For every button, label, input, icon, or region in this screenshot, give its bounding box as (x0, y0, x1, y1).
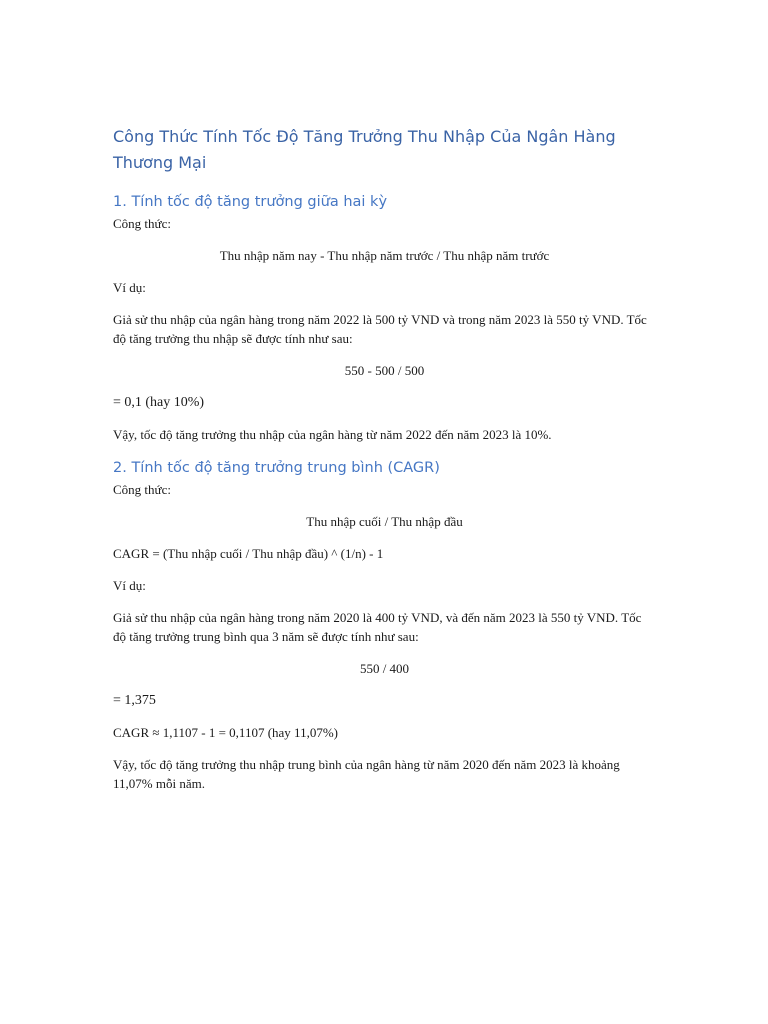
conclusion: Vậy, tốc độ tăng trưởng thu nhập trung bình của ngân hàng từ năm 2020 đến năm 2023 là khoảng 11,07% mỗi năm. (113, 757, 620, 791)
result: = 0,1 (hay 10%) (113, 395, 205, 410)
example-text: Giả sử thu nhập của ngân hàng trong năm 2022 là 500 tỷ VND và trong năm 2023 là 550 tỷ VND. Tốc độ tăng trưởng thu nhập sẽ được tính như sau: (113, 312, 647, 346)
formula: Thu nhập cuối / Thu nhập đầu (306, 514, 463, 529)
formula-label: Công thức: (113, 482, 171, 497)
section-1 (113, 192, 656, 444)
cagr-result: CAGR ≈ 1,1107 - 1 = 0,1107 (hay 11,07%) (113, 725, 338, 740)
result: = 1,375 (113, 693, 156, 708)
document-title: Công Thức Tính Tốc Độ Tăng Trưởng Thu Nhập Của Ngân Hàng Thương Mại (113, 127, 616, 172)
section-heading-1: 1. Tính tốc độ tăng trưởng giữa hai kỳ (113, 194, 388, 210)
section-heading-2: 2. Tính tốc độ tăng trưởng trung bình (CAGR) (113, 460, 440, 476)
calculation: 550 / 400 (359, 661, 410, 676)
formula: Thu nhập năm nay - Thu nhập năm trước / Thu nhập năm trước (219, 248, 550, 263)
section-2 (113, 458, 656, 793)
formula-label: Công thức: (113, 216, 171, 231)
example-label: Ví dụ: (113, 578, 146, 593)
formula-full: CAGR = (Thu nhập cuối / Thu nhập đầu) ^ (1/n) - 1 (113, 546, 384, 561)
example-text: Giả sử thu nhập của ngân hàng trong năm 2020 là 400 tỷ VND, và đến năm 2023 là 550 tỷ VND. Tốc độ tăng trưởng trung bình qua 3 năm sẽ được tính như sau: (113, 610, 642, 644)
conclusion: Vậy, tốc độ tăng trưởng thu nhập của ngân hàng từ năm 2022 đến năm 2023 là 10%. (113, 427, 552, 442)
calculation: 550 - 500 / 500 (344, 363, 425, 378)
example-label: Ví dụ: (113, 280, 146, 295)
